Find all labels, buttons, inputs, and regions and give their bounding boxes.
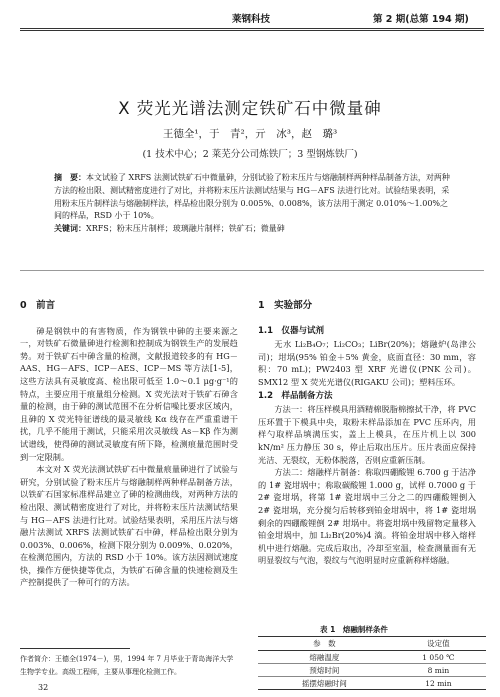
keywords-text: XRFS；粉末压片制样；玻璃融片制样；铁矿石；微量砷: [86, 224, 285, 234]
table-cell: 1 050 ℃: [391, 651, 486, 664]
abstract-paragraph: [54, 172, 454, 223]
header-rule: [20, 28, 484, 29]
right-column: [258, 300, 476, 567]
table-caption: 表 1 熔融制样条件: [320, 625, 388, 634]
section-heading-experimental: 1 实验部分: [258, 300, 313, 311]
author-affiliations: (1 技术中心；2 莱芜分公司炼铁厂；3 型钢炼铁厂): [142, 149, 358, 160]
table-header-cell: 参 数: [258, 637, 391, 651]
section-heading-introduction: 0 前言: [20, 300, 56, 311]
abstract-block: [54, 172, 454, 236]
table-row: [258, 664, 486, 677]
abstract-divider: [20, 270, 484, 271]
left-column: [20, 300, 238, 589]
author-list: 王德全¹，于 青²，亓 冰³，赵 璐³: [162, 128, 338, 140]
table-cell: 预熔时间: [258, 664, 391, 677]
abstract-label: 摘 要：: [54, 173, 86, 182]
header-rule-secondary: [20, 30, 484, 31]
method-one-paragraph: 方法一：将压样模具用酒精棉脱脂棉擦拭干净，将 PVC 压环置于下模具中央，取粉末样品添加在 PVC 压环内，用样勺取样品填满压实，盖上上模具，在压片机上以 300 kN/m² 压力静压 30 s，停止后取出压片。压片表面应保持光洁、无裂纹，无粉体脱落，否则应重新压制。: [258, 404, 476, 465]
keywords-label: 关键词：: [54, 224, 86, 234]
issue-info: 第 2 期(总第 194 期): [373, 14, 469, 25]
abstract-text: 本文试验了 XRFS 法测试铁矿石中微量砷，分别试验了粉末压片与熔融制样两种样品制备方法，对两种方法的检出限、测试精密度进行了对比，并将粉末压片法测试结果与 HG－AFS 法进行比对。试验结果表明，采用粉末压片制样法与熔融制样法，样品检出限分别为 0.005%、0.008%，该方法用于测定 0.010%～1.00%之间的样品，RSD 小于 10%。: [54, 173, 450, 221]
article-title: X 荧光光谱法测定铁矿石中微量砷: [118, 99, 382, 118]
method-two-paragraph: 方法二：熔融样片制备：称取四硼酸锂 6.700 g 于洁净的 1# 瓷坩埚中；称取碳酸锂 1.000 g，试样 0.7000 g 于 2# 瓷坩埚，将第 1# 瓷坩埚中三分之二的四硼酸锂倒入 2# 瓷坩埚，充分搅匀后转移到铂金坩埚中，将 1# 瓷坩埚剩余的四硼酸锂倒 2# 坩埚中。将瓷坩埚中残留物定量移入铂金坩埚中，加 Li₂Br(20%)4 滴。将铂金坩埚中移入熔样机中进行熔融。完成后取出，冷却至室温，检查测量面有无明显裂纹与气泡，裂纹与气泡明显时应重新称样熔融。: [258, 467, 476, 566]
intro-paragraph-2: 本文对 X 荧光法测试铁矿石中微量痕量砷进行了试验与研究，分别试验了粉末压片与熔融制样两种样品制备方法，以铁矿石国家标准样品建立了砷的检测曲线，对两种方法的检出限、测试精密度进行了对比，并将粉末压片法测试结果与 HG－AFS 法进行比对。试验结果表明，采用压片法与熔融片法测试 XRFS 法测试铁矿石中砷，样品检出限分别为 0.003%、0.006%，检测下限分别为 0.009%、0.020%，在检测范围内，方法的 RSD 小于 10%。该方法因测试速度快，操作方便快捷等优点，为铁矿石砷含量的快速检测及生产控制提供了一种可行的方法。: [20, 464, 238, 588]
table-cell: 摇摆熔融时间: [258, 677, 391, 690]
author-footnote: 作者简介：王德全(1974－)，男，1994 年 7 月毕业于青岛海洋大学生物学专业。高级工程师，主要从事理化检测工作。: [20, 655, 234, 676]
table-cell: 8 min: [391, 664, 486, 677]
keywords-line: [54, 223, 454, 236]
table-row: [258, 677, 486, 690]
journal-name: 莱钢科技: [232, 14, 271, 25]
table-cell: 12 min: [391, 677, 486, 690]
instruments-paragraph: 无水 Li₂B₄O₇；Li₂CO₃；LiBr(20%)；熔融炉(岛津公司)；坩埚(95% 铂金＋5% 黄金，底面直径：30 mm，容积：70 mL)；PW2403 型 XRF 光谱仪(PNK 公司)。SMX12 型 X 荧光光谱仪(RIGAKU 公司)；塑料压环。: [258, 339, 476, 387]
table-header-row: [258, 637, 486, 651]
subsection-heading-sample-prep: 1.2 样品制备方法: [258, 390, 333, 401]
table-header-cell: 设定值: [391, 637, 486, 651]
footnote-rule: [20, 648, 130, 649]
table-cell: 熔融温度: [258, 651, 391, 664]
page-header: [0, 0, 500, 46]
intro-paragraph-1: 砷是钢铁中的有害物质，作为钢铁中砷的主要来源之一，对铁矿石微量砷进行检测和控制成为钢铁生产的发展趋势。对于铁矿石中砷含量的检测，文献报道较多的有 HG－AAS、HG－AFS、ICP－AES、ICP－MS 等方法[1-5]，这些方法具有灵敏度高、检出限可低至 1.0～0.1 μg·g⁻¹的特点，主要应用于痕量组分检测。X 荧光法对于铁矿石砷含量的检测，由于砷的测试范围不在分析信噪比要求区域内，且砷的 X 荧光特征谱线的最灵敏线 Kα 线存在严重重谱干扰，几乎不能用于测试，只能采用次灵敏线 As－Kβ 作为测试谱线，使得砷的测试灵敏度有所下降，检测痕量范围时受到一定限制。: [20, 325, 238, 462]
table-row: [258, 651, 486, 664]
subsection-heading-instruments: 1.1 仪器与试剂: [258, 325, 325, 336]
fusion-conditions-table: [258, 636, 486, 690]
page-number: 32: [38, 683, 49, 692]
